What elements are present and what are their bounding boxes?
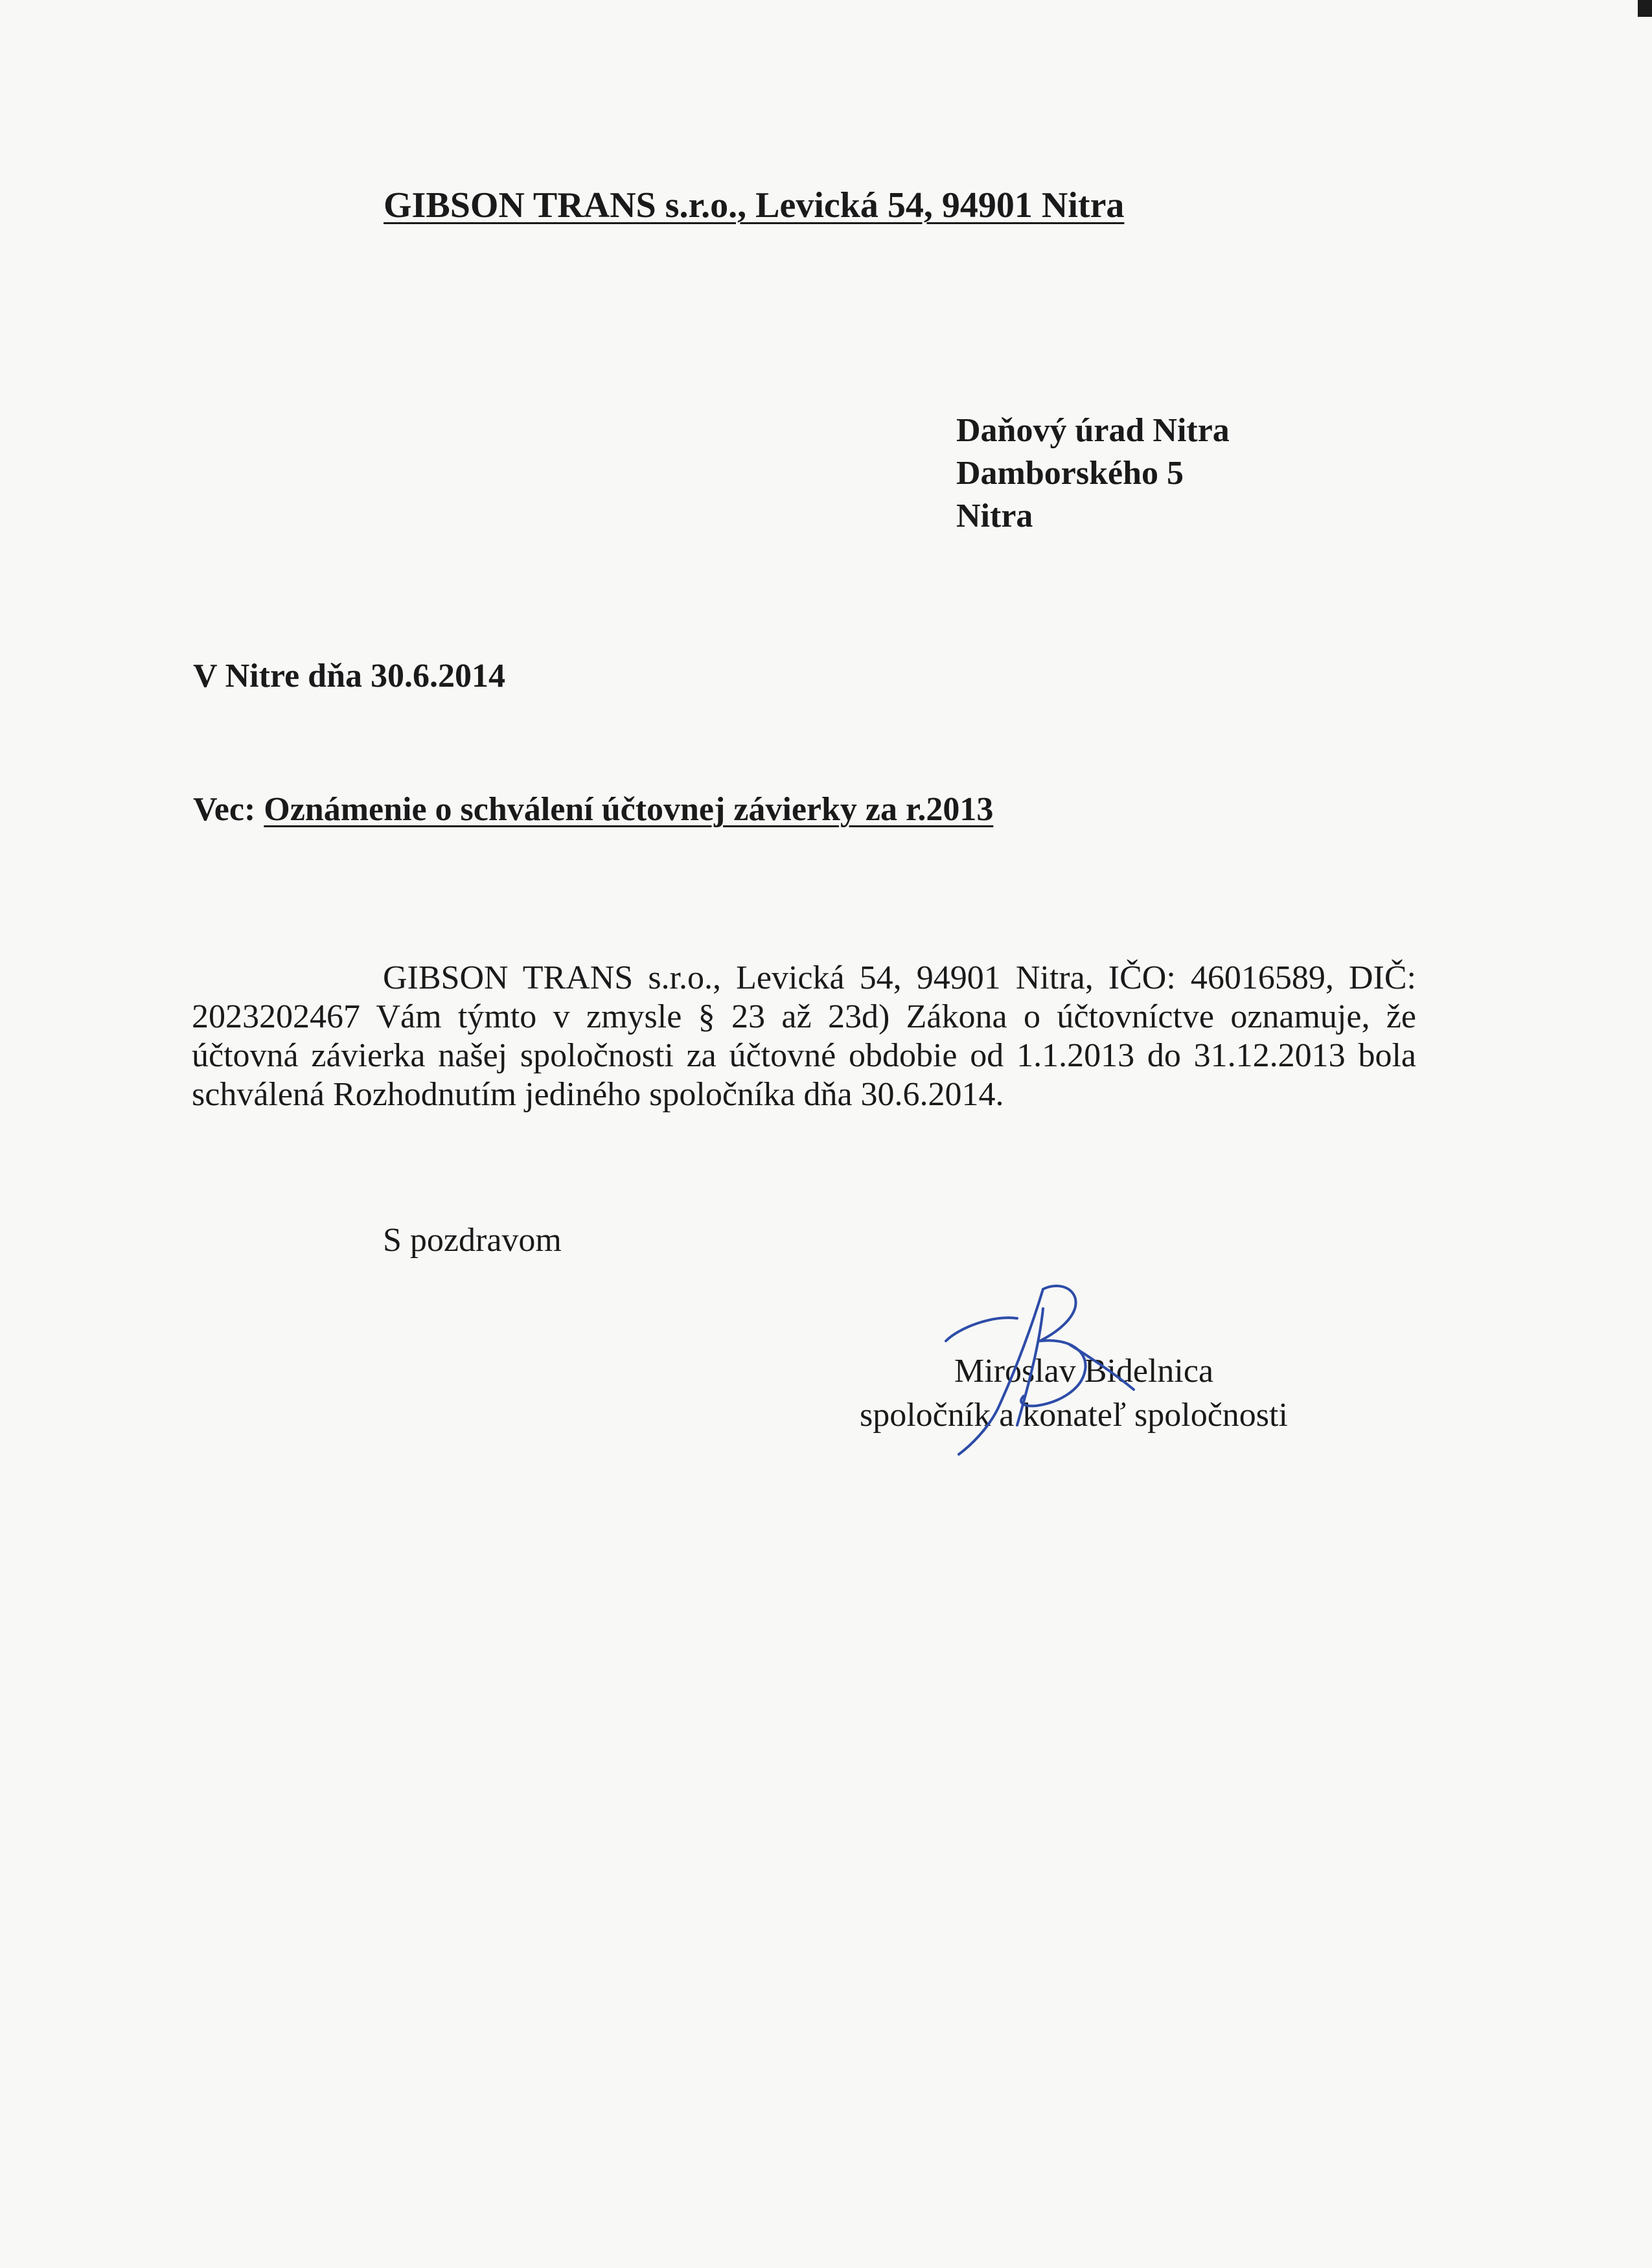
closing-salutation: S pozdravom — [383, 1222, 562, 1259]
place-date: V Nitre dňa 30.6.2014 — [193, 658, 505, 694]
handwritten-signature — [920, 1270, 1166, 1464]
body-paragraph: GIBSON TRANS s.r.o., Levická 54, 94901 Nitra, IČO: 46016589, DIČ: 2023202467 Vám týmto v zmysle § 23 až 23d) Zákona o účtovníctve oznamuje, že účtovná závierka našej spoločnosti za účtovné obdobie od 1.1.2013 do 31.12.2013 bola schválená Rozhodnutím jediného spoločníka dňa 30.6.2014. — [192, 959, 1416, 1113]
subject-text: Oznámenie o schválení účtovnej závierky za r.2013 — [264, 791, 994, 828]
signer-role: spoločník a konateľ spoločnosti — [860, 1397, 1288, 1434]
subject-line — [193, 790, 993, 829]
subject-label: Vec: — [193, 791, 256, 828]
sender-header: GIBSON TRANS s.r.o., Levická 54, 94901 Nitra — [384, 185, 1125, 225]
recipient-line-1: Daňový úrad Nitra — [956, 412, 1230, 449]
recipient-address — [956, 409, 1230, 538]
recipient-line-2: Damborského 5 — [956, 455, 1184, 492]
signer-name: Miroslav Bidelnica — [954, 1353, 1214, 1390]
recipient-line-3: Nitra — [956, 498, 1033, 534]
scan-edge-mark — [1638, 0, 1652, 17]
